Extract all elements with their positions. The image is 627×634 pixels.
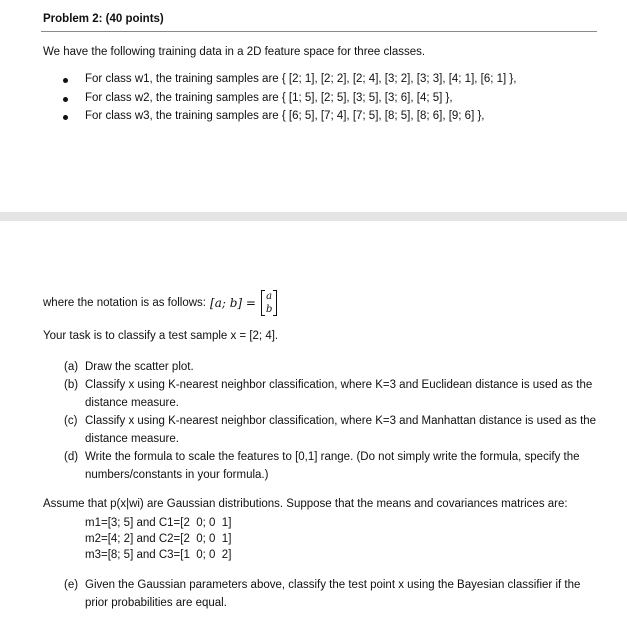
question-b xyxy=(64,376,604,412)
question-text: Write the formula to scale the features to [0,1] range. (Do not simply write the formula, specify the numbers/constants in your formula.) xyxy=(85,451,580,481)
class-text-w2: For class w2, the training samples are { [1; 5], [2; 5], [3; 5], [3; 6], [4; 5] }, xyxy=(85,91,453,104)
bullet-icon xyxy=(63,78,68,83)
class-item-w3 xyxy=(60,110,516,129)
question-text: Draw the scatter plot. xyxy=(85,361,194,373)
param-class-2: m2=[4; 2] and C2=[2 0; 0 1] xyxy=(85,533,232,545)
assumption-text: Assume that p(x|wi) are Gaussian distributions. Suppose that the means and covariances matrices are: xyxy=(43,498,568,510)
class-list xyxy=(60,73,516,129)
task-text: Your task is to classify a test sample x = [2; 4]. xyxy=(43,330,279,342)
param-class-3: m3=[8; 5] and C3=[1 0; 0 2] xyxy=(85,549,232,561)
question-a xyxy=(64,358,604,376)
question-label: (a) xyxy=(64,361,79,373)
vector-bottom: b xyxy=(265,304,273,315)
vector-elements xyxy=(265,290,273,316)
title-divider xyxy=(41,31,597,32)
gaussian-params xyxy=(85,515,231,563)
class-text-w1: For class w1, the training samples are { [2; 1], [2; 2], [2; 4], [3; 2], [3; 3], [4; 1], [6; 1] }, xyxy=(85,73,517,85)
notation-line xyxy=(43,288,277,318)
question-d xyxy=(64,448,604,484)
question-label: (d) xyxy=(64,451,79,463)
question-list xyxy=(64,358,604,484)
question-text: Classify x using K-nearest neighbor classification, where K=3 and Manhattan distance is used as the distance measure. xyxy=(85,415,597,445)
column-vector xyxy=(261,290,277,316)
page-separator xyxy=(0,212,627,221)
bullet-icon xyxy=(63,115,68,120)
bullet-icon xyxy=(63,97,68,102)
question-label: (c) xyxy=(64,415,78,427)
notation-prefix: where the notation is as follows: xyxy=(43,297,207,309)
question-c xyxy=(64,412,604,448)
page-top-section xyxy=(0,0,627,212)
intro-text: We have the following training data in a 2D feature space for three classes. xyxy=(43,46,426,58)
param-class-1: m1=[3; 5] and C1=[2 0; 0 1] xyxy=(85,517,232,529)
final-question-list xyxy=(64,576,604,612)
question-label: (e) xyxy=(64,579,79,591)
class-item-w1 xyxy=(60,73,516,92)
question-e xyxy=(64,576,604,612)
right-bracket xyxy=(273,290,277,316)
vector-top: a xyxy=(266,291,273,302)
question-text: Classify x using K-nearest neighbor classification, where K=3 and Euclidean distance is used as the distance measure. xyxy=(85,379,593,409)
question-text: Given the Gaussian parameters above, classify the test point x using the Bayesian classifier if the prior probabilities are equal. xyxy=(85,579,581,609)
problem-title: Problem 2: (40 points) xyxy=(43,13,164,25)
notation-math: [a; b] = xyxy=(210,296,256,310)
class-item-w2 xyxy=(60,92,516,111)
class-text-w3: For class w3, the training samples are { [6; 5], [7; 4], [7; 5], [8; 5], [8; 6], [9; 6] }, xyxy=(85,110,485,122)
question-label: (b) xyxy=(64,379,79,391)
